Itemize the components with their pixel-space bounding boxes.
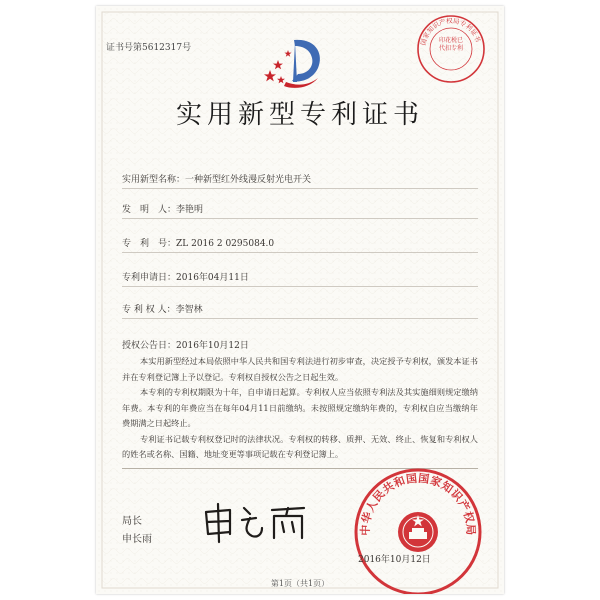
- field-holder-row: [122, 302, 203, 315]
- body-paragraph: 专利证书记载专利权登记时的法律状况。专利权的转移、质押、无效、终止、恢复和专利权人的姓名或名称、国籍、地址变更等事项记载在专利登记簿上。: [122, 433, 478, 459]
- field-label-filing: 专利申请日：: [122, 273, 177, 283]
- field-label-patent: 专 利 号：: [122, 239, 177, 249]
- field-value-patent: ZL 2016 2 0295084.0: [176, 239, 275, 249]
- field-value-inventor: 李艳明: [176, 205, 204, 215]
- official-seal-ring-text: 中华人民共和国国家知识产权局: [358, 471, 478, 536]
- field-patent-row: [122, 236, 274, 249]
- director-name: 申长雨: [122, 534, 152, 545]
- field-filing-row: [122, 270, 249, 283]
- field-label-holder: 专 利 权 人：: [122, 305, 176, 315]
- certificate-page: [96, 6, 504, 594]
- field-grant-row: [122, 338, 249, 351]
- director-title: 局长: [122, 516, 142, 527]
- certificate-title: 实用新型专利证书: [175, 100, 424, 130]
- field-value-holder: 李智林: [175, 305, 203, 315]
- field-value-filing: 2016年04月11日: [176, 273, 249, 283]
- field-inventor-row: [122, 202, 203, 215]
- field-name-row: [122, 172, 311, 185]
- field-label-inventor: 发 明 人：: [122, 205, 177, 215]
- field-value-grant: 2016年10月12日: [176, 341, 249, 351]
- national-emblem-icon: [398, 512, 438, 552]
- seal-date: 2016年10月12日: [358, 555, 431, 565]
- director-signature: [200, 500, 312, 544]
- small-seal-ring-text: 国家知识产权局专利证书: [419, 16, 482, 47]
- official-seal-graphic: [348, 462, 488, 594]
- divider: [122, 286, 478, 287]
- divider: [122, 188, 478, 189]
- field-label-grant: 授权公告日：: [122, 341, 177, 351]
- field-label-name: 实用新型名称：: [122, 175, 186, 185]
- field-value-name: 一种新型红外线漫反射光电开关: [185, 175, 312, 185]
- page-footer: 第1页（共1页）: [270, 579, 330, 588]
- divider: [122, 252, 478, 253]
- official-seal: [348, 462, 488, 594]
- certificate-body: [122, 354, 478, 463]
- small-seal: [416, 14, 486, 84]
- divider: [122, 318, 478, 319]
- divider: [122, 218, 478, 219]
- body-paragraph: 本专利的专利权期限为十年，自申请日起算。专利权人应当依照专利法及其实施细则规定缴纳年费。本专利的年费应当在每年04月11日前缴纳。未按照规定缴纳年费的，专利权自应当缴纳年费期满之日起终止。: [122, 387, 478, 428]
- certificate-number: 证书号第5612317号: [106, 43, 192, 53]
- cnipa-logo-icon: [264, 34, 330, 96]
- small-seal-center-text: 印花税已代扣专利: [438, 37, 463, 52]
- body-paragraph: 本实用新型经过本局依照中华人民共和国专利法进行初步审查，决定授予专利权，颁发本证书并在专利登记簿上予以登记。专利权自授权公告之日起生效。: [122, 356, 478, 382]
